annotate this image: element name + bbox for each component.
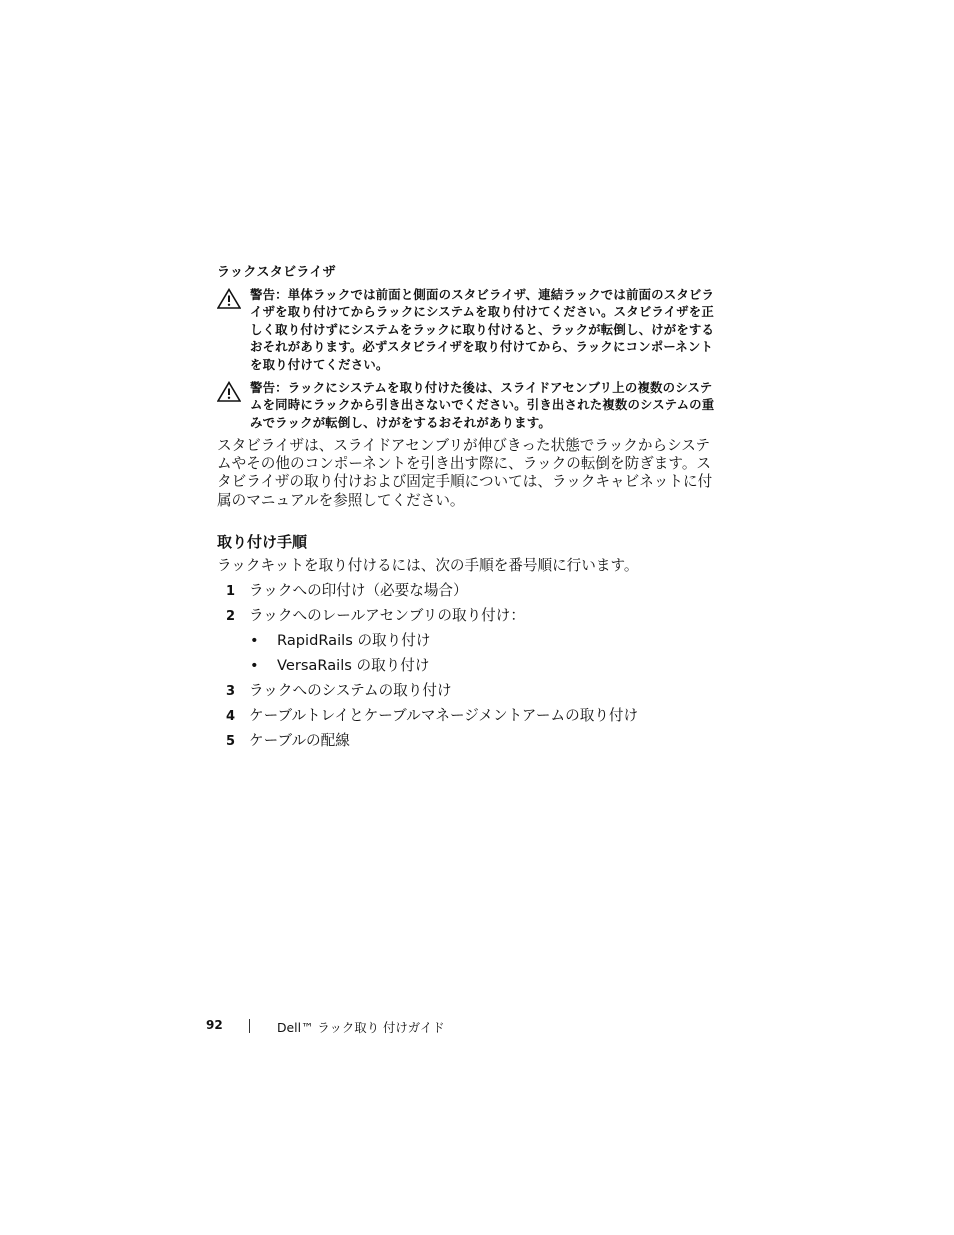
step-number: 3 (226, 684, 236, 699)
list-item (250, 657, 429, 675)
list-item (226, 607, 525, 626)
procedure-intro: ラックキットを取り付けるには、次の手順を番号順に行います。 (217, 557, 639, 574)
warning-triangle-icon (217, 288, 241, 309)
step-text: ケーブルの配線 (249, 732, 350, 749)
step-number: 4 (226, 709, 236, 724)
list-item (226, 732, 350, 751)
list-item (226, 682, 452, 701)
bullet: • (250, 632, 259, 649)
step-text: ラックへのシステムの取り付け (249, 682, 452, 699)
substep-text: VersaRails の取り付け (277, 657, 430, 674)
footer-separator (249, 1019, 250, 1033)
warning-text: 警告：単体ラックでは前面と側面のスタビライザ、連結ラックでは前面のスタビライザを取り付けてからラックにシステムを取り付けてください。スタビライザを正しく取り付けずにシステムをラックに取り付けると、ラックが転倒し、けがをするおそれがあります。必ずスタビライザを取り付けてから、ラックにコンポーネントを取り付けてください。 (250, 287, 715, 372)
warning-text: 警告：ラックにシステムを取り付けた後は、スライドアセンブリ上の複数のシステムを同時にラックから引き出さないでください。引き出された複数のシステムの重みでラックが転倒し、けがをするおそれがあります。 (250, 380, 715, 430)
list-item (250, 632, 430, 650)
warning-block (217, 286, 717, 373)
step-number: 2 (226, 609, 236, 624)
warning-triangle-icon (217, 381, 241, 402)
footer-title: Dell™ ラック取り 付けガイド (277, 1020, 445, 1035)
section-small-heading: ラックスタビライザ (217, 265, 336, 280)
step-number: 5 (226, 734, 236, 749)
step-number: 1 (226, 584, 236, 599)
procedure-heading: 取り付け手順 (217, 533, 308, 551)
list-item (226, 582, 468, 601)
list-item (226, 707, 638, 726)
warning-block (217, 379, 717, 431)
page-number: 92 (206, 1018, 223, 1032)
substep-text: RapidRails の取り付け (277, 632, 431, 649)
step-text: ラックへの印付け（必要な場合） (249, 582, 468, 599)
step-text: ケーブルトレイとケーブルマネージメントアームの取り付け (249, 707, 639, 724)
body-paragraph: スタビライザは、スライドアセンブリが伸びきった状態でラックからシステムやその他のコンポーネントを引き出す際に、ラックの転倒を防ぎます。スタビライザの取り付けおよび固定手順については、ラックキャビネットに付属のマニュアルを参照してください。 (217, 437, 713, 509)
step-text: ラックへのレールアセンブリの取り付け： (249, 607, 525, 624)
bullet: • (250, 657, 259, 674)
